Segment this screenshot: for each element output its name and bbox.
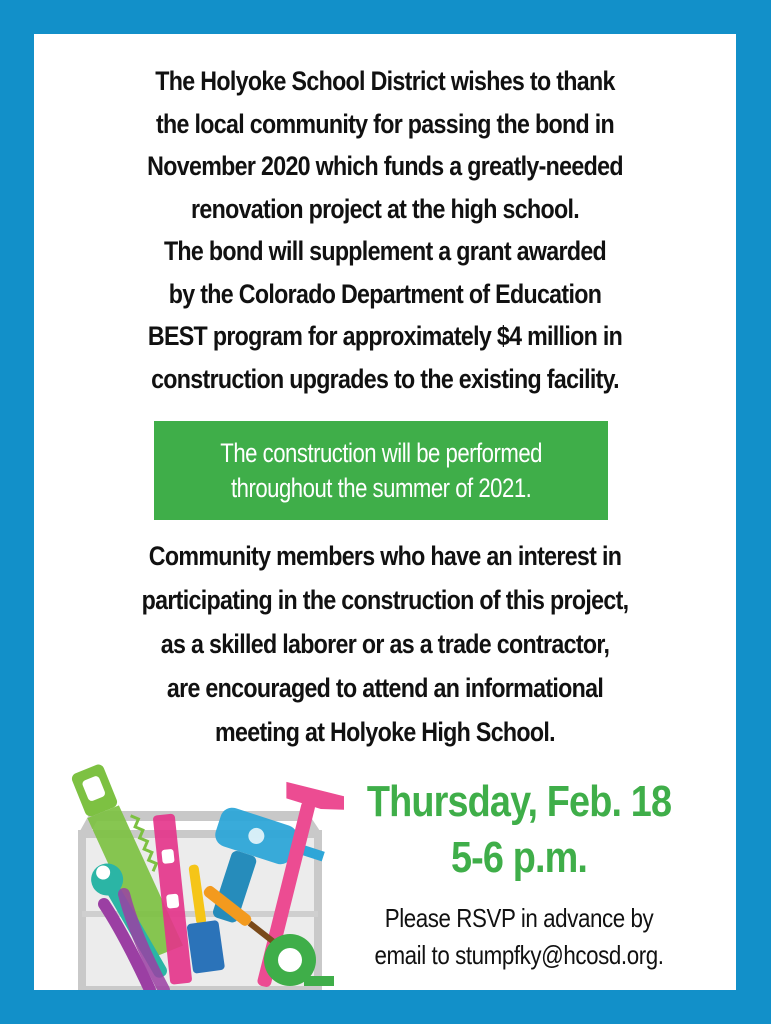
- construction-period-text: The construction will be performed throughout the summer of 2021.: [220, 437, 542, 503]
- construction-period-banner: [154, 421, 608, 520]
- invitation-text: Community members who have an interest in participating in the construction of this project, as a skilled laborer or as a trade contractor, are encouraged to attend an informational meeting at Holyoke High School.: [141, 541, 629, 747]
- rsvp-text: Please RSVP in advance by email to stumpfky@hcosd.org.: [374, 903, 664, 970]
- event-time: 5-6 p.m.: [450, 833, 588, 882]
- intro-text: The Holyoke School District wishes to thank the local community for passing the bond in November 2020 which funds a greatly-needed renovation project at the high school. The bond will supplement a grant awarded by the Colorado Department of Education BEST program for approximately $4 million in construction upgrades to the existing facility.: [147, 66, 623, 394]
- event-datetime: [351, 774, 686, 886]
- toolbox-icon: [54, 754, 344, 990]
- intro-paragraph: [83, 60, 687, 400]
- tape-measure-icon: [264, 934, 334, 986]
- flyer-card: [34, 34, 736, 990]
- event-date: Thursday, Feb. 18: [366, 777, 672, 826]
